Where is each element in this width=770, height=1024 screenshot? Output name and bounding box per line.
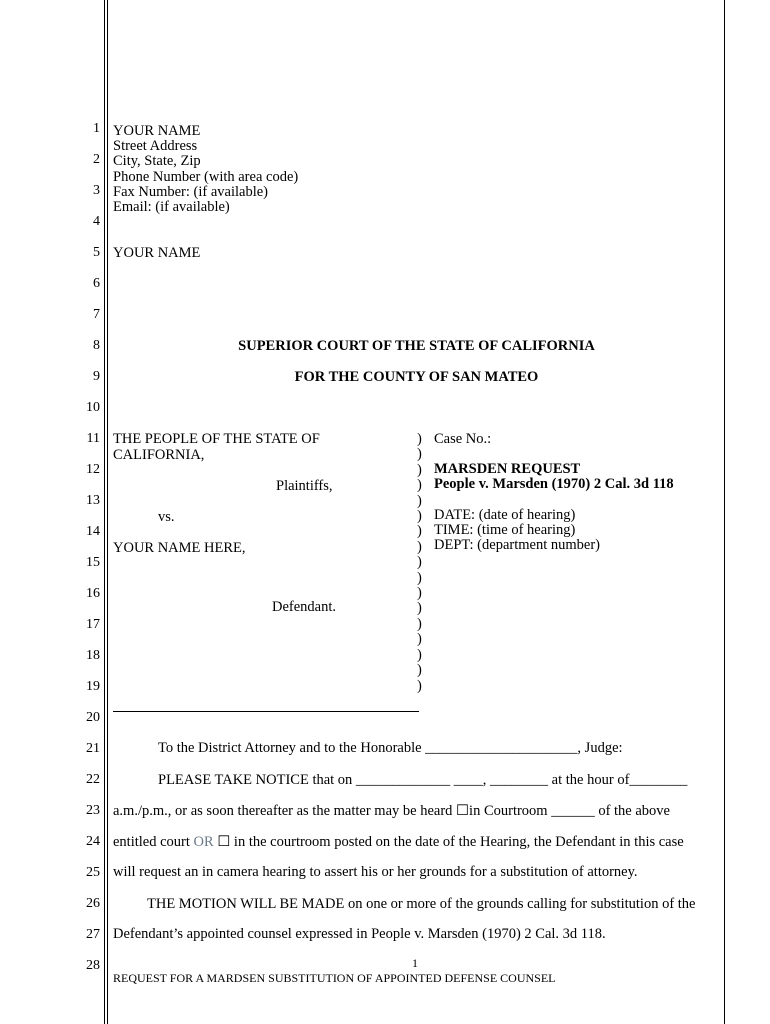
defendant-name: YOUR NAME HERE, [113,540,246,556]
body-line-24-start: entitled court [113,834,194,850]
line-number: 28 [86,958,100,973]
hearing-date: DATE: (date of hearing) [434,507,576,523]
line-number: 3 [93,183,100,198]
filer-fax: Fax Number: (if available) [113,184,269,200]
filer-street: Street Address [113,138,198,154]
court-title: SUPERIOR COURT OF THE STATE OF CALIFORNIA [238,338,595,354]
versus-label: vs. [158,509,175,525]
line-number: 17 [86,617,100,632]
filer-phone: Phone Number (with area code) [113,169,299,185]
line-number: 15 [86,555,100,570]
document-title: MARSDEN REQUEST [434,461,581,477]
right-margin-rule [724,0,725,1024]
body-line-25: will request an in camera hearing to assert his or her grounds for a substitution of attorney. [113,864,638,880]
line-number: 27 [86,927,100,942]
line-number: 18 [86,648,100,663]
line-number: 22 [86,772,100,787]
body-line-21: To the District Attorney and to the Honorable _____________________, Judge: [158,740,623,756]
line-number: 24 [86,834,100,849]
document-citation: People v. Marsden (1970) 2 Cal. 3d 118 [434,476,674,492]
body-line-27: Defendant’s appointed counsel expressed in People v. Marsden (1970) 2 Cal. 3d 118. [113,926,606,942]
line-number: 9 [93,369,100,384]
footer-title: REQUEST FOR A MARDSEN SUBSTITUTION OF APPOINTED DEFENSE COUNSEL [113,971,556,985]
case-number-label: Case No.: [434,431,492,447]
line-number: 1 [93,121,100,136]
line-number: 2 [93,152,100,167]
filer-city: City, State, Zip [113,153,201,169]
body-line-24 [113,834,719,850]
or-label: OR [193,834,214,850]
body-line-22: PLEASE TAKE NOTICE that on _____________ ____, ________ at the hour of________ [158,772,688,788]
line-number: 13 [86,493,100,508]
line-number: 23 [86,803,100,818]
plaintiff-name: THE PEOPLE OF THE STATE OF [113,431,320,447]
line-number: 8 [93,338,100,353]
hearing-dept: DEPT: (department number) [434,537,600,553]
hearing-time: TIME: (time of hearing) [434,522,576,538]
body-line-23: a.m./p.m., or as soon thereafter as the matter may be heard ☐in Courtroom ______ of the above [113,803,670,819]
line-number: 7 [93,307,100,322]
page-number: 1 [412,956,418,970]
line-number: 5 [93,245,100,260]
line-number: 25 [86,865,100,880]
defendant-label: Defendant. [272,599,337,615]
body-line-24-end: ☐ in the courtroom posted on the date of the Hearing, the Defendant in this case [213,834,684,850]
left-margin-rule-inner [107,0,108,1024]
body-line-26: THE MOTION WILL BE MADE on one or more of the grounds calling for substitution of the [147,896,696,912]
line-number: 19 [86,679,100,694]
line-number: 6 [93,276,100,291]
caption-underline [113,711,419,712]
in-pro-per-name: YOUR NAME [113,245,201,261]
line-number: 20 [86,710,100,725]
plaintiff-name-cont: CALIFORNIA, [113,447,205,463]
filer-email: Email: (if available) [113,199,230,215]
line-number: 4 [93,214,100,229]
line-number: 12 [86,462,100,477]
left-margin-rule-outer [104,0,105,1024]
plaintiffs-label: Plaintiffs, [276,478,333,494]
line-number: 26 [86,896,100,911]
line-number: 11 [86,431,100,446]
court-county: FOR THE COUNTY OF SAN MATEO [294,369,539,385]
line-number: 14 [86,524,100,539]
filer-name: YOUR NAME [113,123,201,139]
line-number: 16 [86,586,100,601]
line-number: 21 [86,741,100,756]
line-number: 10 [86,400,100,415]
caption-parentheses: ) ) ) ) ) ) ) ) ) ) ) ) ) ) ) ) ) [417,431,422,694]
